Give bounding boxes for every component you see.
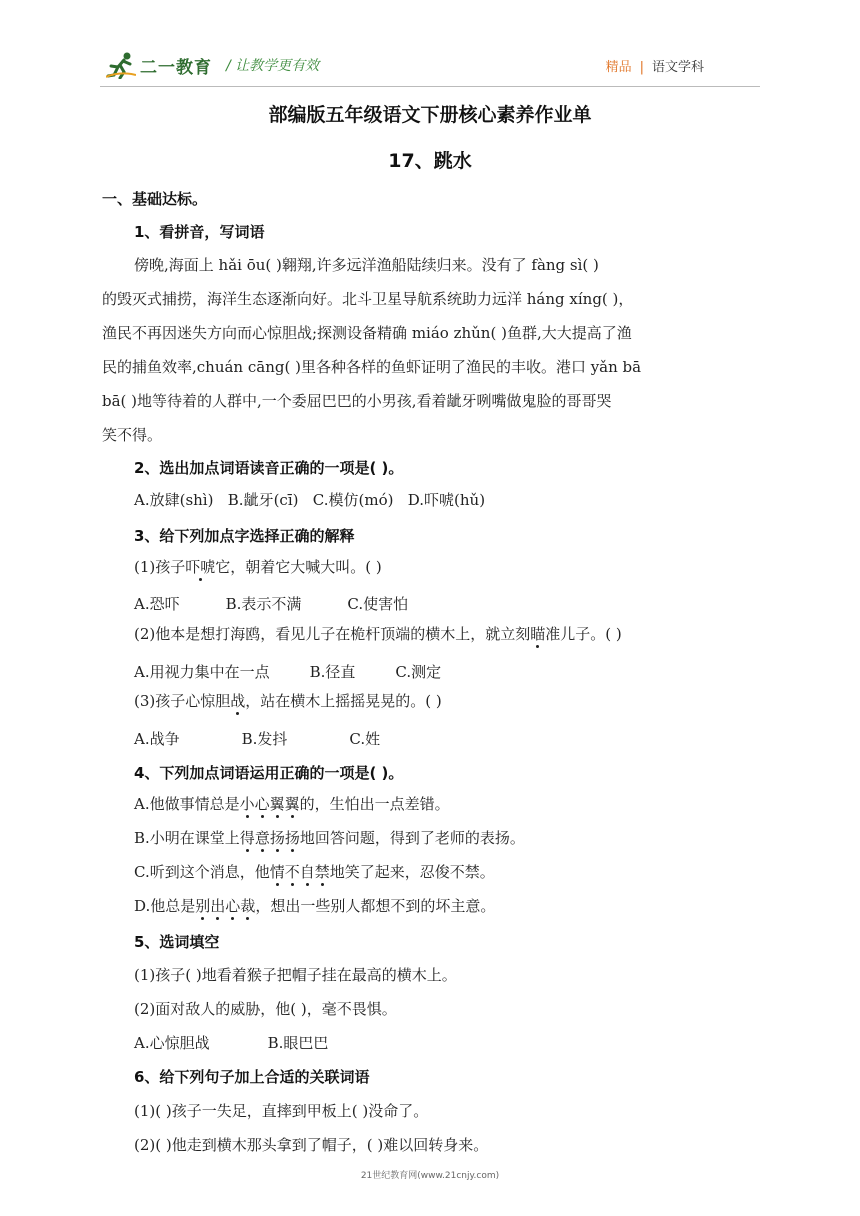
section-heading: 一、基础达标。 [102,190,208,208]
dotted-char: 别 [195,897,211,915]
dotted-char: 不 [284,863,300,881]
page-subtitle: 17、跳水 [388,150,472,172]
header-logo [106,48,319,82]
slogan: / 让教学更有效 [226,58,320,74]
option-text: 地笑了起来，忍俊不禁。 [329,863,495,881]
dotted-char: 意 [254,829,270,847]
q1-line: 笑不得。 [102,426,163,444]
q2-option-a: A.放肆(shì) [134,491,214,509]
q4-option [134,827,525,848]
option: A.战争 [134,730,180,748]
option-text: ，想出一些别人都想不到的坏主意。 [255,897,496,915]
q4-heading: 4、下列加点词语运用正确的一项是( )。 [134,764,404,782]
stem-text: (1)孩子 [134,558,186,576]
q2-option-c: C.模仿(mó) [312,491,394,509]
dotted-char: 情 [269,863,285,881]
dotted-word [240,829,300,847]
q2-option-b: B.龇牙(cī) [227,491,299,509]
dotted-char: 心 [254,795,270,813]
q5-item: (1)孩子( )地看着猴子把帽子挂在最高的横木上。 [134,966,457,984]
dotted-char: 扬 [269,829,285,847]
q1-heading: 1、看拼音，写词语 [134,223,265,241]
option: A.用视力集中在一点 [134,663,270,681]
dotted-char: 出 [210,897,226,915]
option: A.心惊胆战 [134,1034,210,1052]
dotted-word: 瞄 [530,625,546,643]
header-separator: | [639,60,644,75]
q3-item [134,556,382,577]
dotted-word: 吓唬 [185,558,216,576]
quality-label: 精品 [605,60,632,75]
q6-item: (2)( )他走到横木那头拿到了帽子，( )难以回转身来。 [134,1136,489,1154]
q2-options [134,489,485,510]
option-text: B.小明在课堂上 [134,829,240,847]
q4-option [134,861,495,882]
option-text: A.他做事情总是 [134,795,240,813]
q3-options [134,728,380,749]
dotted-char: 小 [239,795,255,813]
dotted-char: 心 [225,897,241,915]
q1-line: 的毁灭式捕捞，海洋生态逐渐向好。北斗卫星导航系统助力远洋 háng xíng( )， [102,290,634,308]
q2-heading: 2、选出加点词语读音正确的一项是( )。 [134,459,404,477]
header-divider [100,86,760,87]
dotted-char: 裁 [240,897,256,915]
dotted-char: 得 [239,829,255,847]
q5-item: (2)面对敌人的威胁，他( )，毫不畏惧。 [134,1000,397,1018]
logo-text: 二一教育 [140,57,212,78]
q4-option [134,895,495,916]
stem-text: 准儿子。( ) [545,625,622,643]
option: C.姓 [349,730,381,748]
subject-label: 语文学科 [651,60,704,75]
q1-line: bā( )地等待着的人群中,一个委屈巴巴的小男孩,看着龇牙咧嘴做鬼脸的哥哥哭 [102,392,612,410]
q6-item: (1)( )孩子一失足，直摔到甲板上( )没命了。 [134,1102,429,1120]
header-right [606,56,704,75]
q3-heading: 3、给下列加点字选择正确的解释 [134,527,355,545]
runner-logo-icon [106,51,136,79]
stem-text: (3)孩子心惊胆 [134,692,231,710]
dotted-char: 扬 [284,829,300,847]
option: B.眼巴巴 [267,1034,329,1052]
q6-heading: 6、给下列句子加上合适的关联词语 [134,1068,370,1086]
q1-line: 民的捕鱼效率,chuán cāng( )里各种各样的鱼虾证明了渔民的丰收。港口 yǎn bā [102,358,642,376]
stem-text: (2)他本是想打海鸥，看见儿子在桅杆顶端的横木上，就立刻 [134,625,531,643]
dotted-char: 翼 [269,795,285,813]
q5-options [134,1032,328,1053]
q3-options [134,661,441,682]
option: B.径直 [309,663,356,681]
dotted-word [195,897,255,915]
dotted-char: 翼 [284,795,300,813]
option: C.使害怕 [347,595,409,613]
option: B.表示不满 [225,595,302,613]
option: B.发抖 [241,730,288,748]
q3-item [134,690,442,711]
stem-text: 它，朝着它大喊大叫。( ) [215,558,382,576]
q3-options [134,593,408,614]
option-text: 地回答问题，得到了老师的表扬。 [299,829,525,847]
dotted-word: 战 [230,692,246,710]
option: A.恐吓 [134,595,180,613]
q2-option-d: D.吓唬(hǔ) [407,491,486,509]
page-title: 部编版五年级语文下册核心素养作业单 [268,104,592,126]
option: C.测定 [395,663,442,681]
option-text: D.他总是 [134,897,196,915]
q5-heading: 5、选词填空 [134,933,220,951]
dotted-char: 禁 [314,863,330,881]
footer: 21世纪教育网(www.21cnjy.com) [360,1171,500,1181]
dotted-word [240,795,300,813]
q4-option [134,793,450,814]
option-text: C.听到这个消息，他 [134,863,270,881]
q1-line: 渔民不再因迷失方向而心惊胆战;探测设备精确 miáo zhǔn( )鱼群,大大提高了渔 [102,324,632,342]
option-text: 的，生怕出一点差错。 [299,795,450,813]
dotted-word [270,863,330,881]
stem-text: ，站在横木上摇摇晃晃的。( ) [245,692,442,710]
q3-item [134,623,622,644]
dotted-char: 自 [299,863,315,881]
q1-line: 傍晚,海面上 hǎi ōu( )翱翔,许多远洋渔船陆续归来。没有了 fàng sì( ) [134,256,599,274]
